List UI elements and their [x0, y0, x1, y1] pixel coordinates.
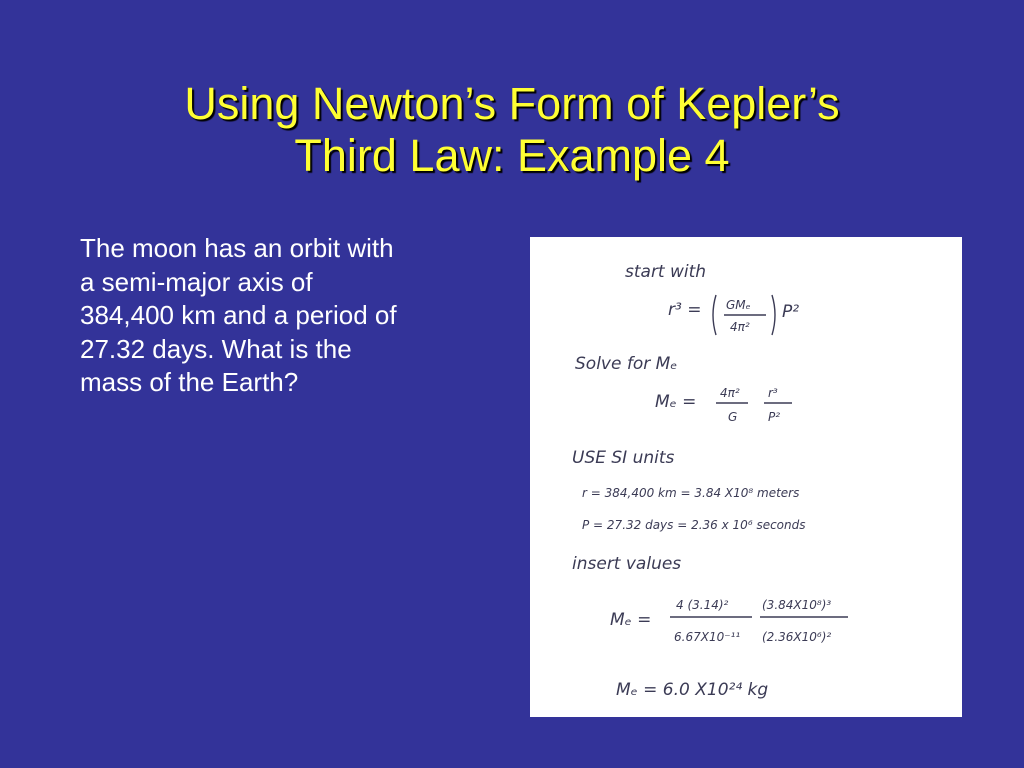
note-solve-for: Solve for Mₑ	[575, 354, 678, 374]
note-eq2-frac2-numerator: r³	[768, 386, 778, 400]
problem-line-5: mass of the Earth?	[80, 367, 299, 397]
note-eq2-frac2-denominator: P²	[768, 410, 781, 424]
problem-statement	[80, 232, 510, 400]
slide-title-line-1: Using Newton’s Form of Kepler’s	[184, 78, 840, 129]
note-insert-values: insert values	[572, 554, 682, 574]
note-eq1-rhs: P²	[782, 302, 800, 322]
note-eq3-lhs: Mₑ =	[610, 610, 652, 630]
note-eq2-frac1-numerator: 4π²	[720, 386, 740, 400]
handwritten-solution-image	[530, 237, 962, 717]
note-use-si-units: USE SI units	[572, 448, 675, 468]
note-result: Mₑ = 6.0 X10²⁴ kg	[616, 680, 769, 700]
problem-line-3: 384,400 km and a period of	[80, 300, 397, 330]
note-eq1-denominator: 4π²	[730, 320, 750, 334]
note-eq3-frac1-numerator: 4 (3.14)²	[676, 598, 729, 612]
slide-title	[0, 78, 1024, 182]
note-r-conversion: r = 384,400 km = 3.84 X10⁸ meters	[582, 486, 800, 500]
note-eq3-frac1-denominator: 6.67X10⁻¹¹	[674, 630, 741, 644]
handwritten-solution-drawing	[530, 237, 962, 717]
note-p-conversion: P = 27.32 days = 2.36 x 10⁶ seconds	[582, 518, 806, 532]
problem-line-4: 27.32 days. What is the	[80, 333, 352, 364]
note-start-with: start with	[625, 262, 707, 282]
slide-title-line-2: Third Law: Example 4	[294, 130, 730, 181]
note-eq1-open-paren	[713, 295, 716, 335]
note-eq2-lhs: Mₑ =	[655, 392, 697, 412]
note-eq1-close-paren	[772, 295, 775, 335]
note-eq3-frac2-denominator: (2.36X10⁶)²	[762, 630, 832, 644]
problem-line-2: a semi-major axis of	[80, 266, 313, 297]
problem-line-1: The moon has an orbit with	[80, 233, 394, 263]
note-eq1-lhs: r³ =	[668, 300, 702, 320]
note-eq2-frac1-denominator: G	[728, 410, 738, 424]
note-eq1-numerator: GMₑ	[726, 298, 751, 312]
note-eq3-frac2-numerator: (3.84X10⁸)³	[762, 598, 832, 612]
